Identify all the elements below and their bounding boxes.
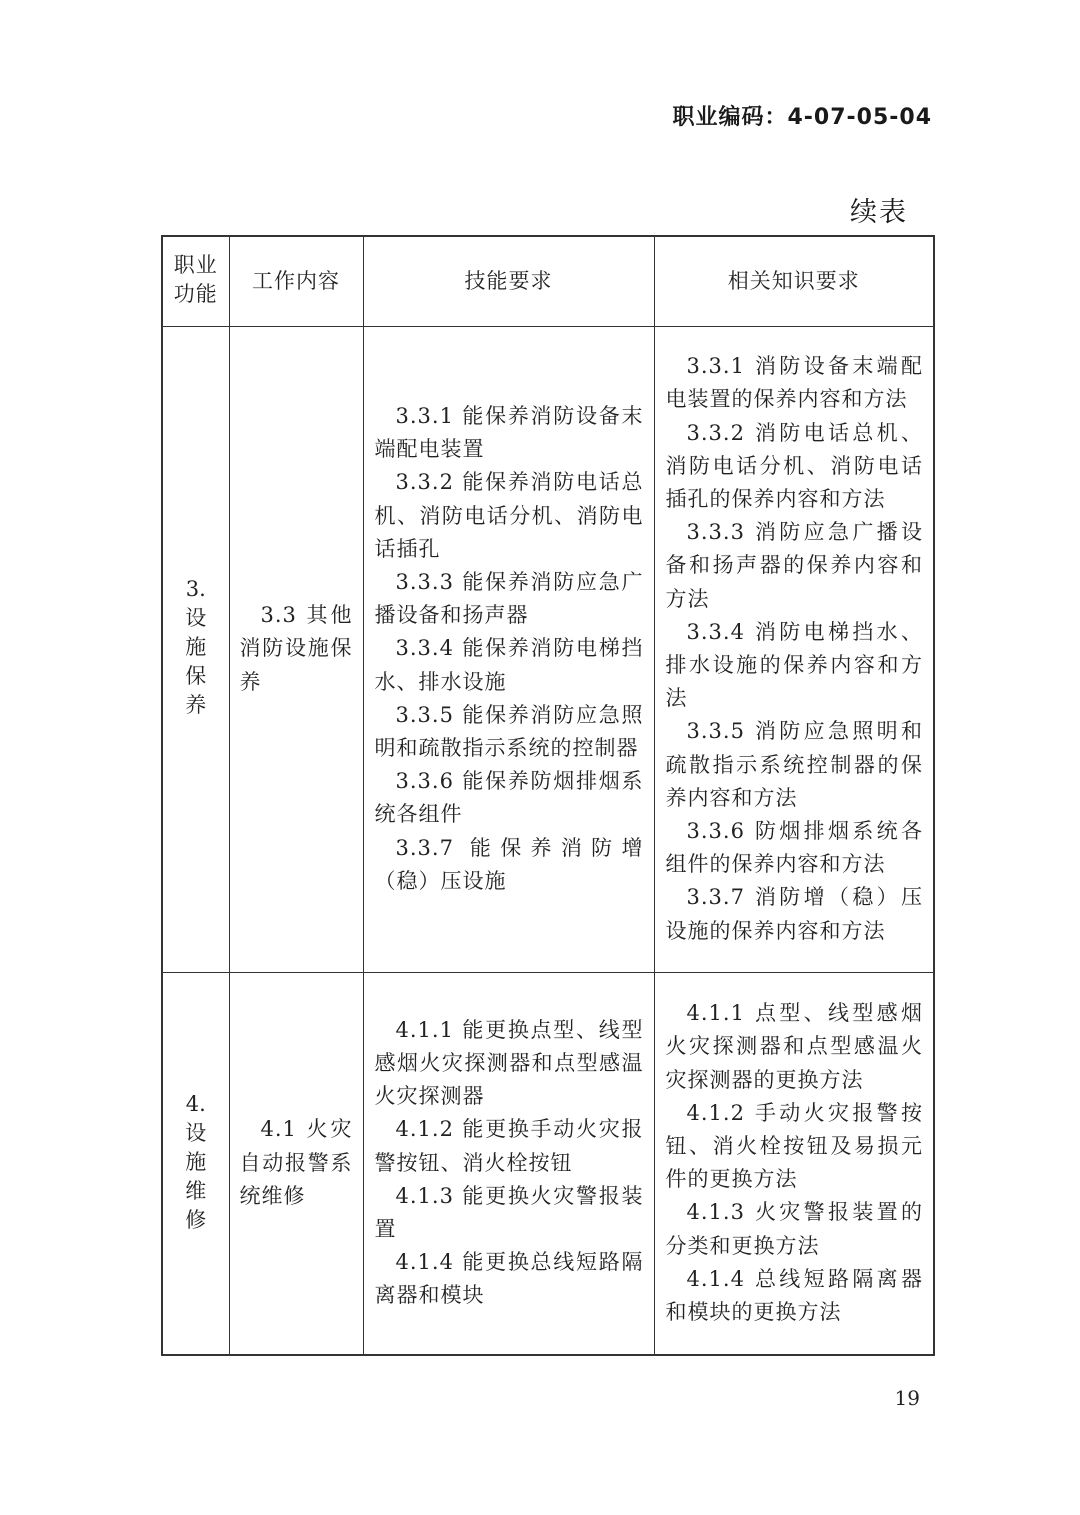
work-content-cell xyxy=(229,972,363,1355)
work-content-cell xyxy=(229,326,363,972)
work-content-text: 4.1 火灾自动报警系统维修 xyxy=(239,1117,353,1208)
skill-item: 4.1.4 能更换总线短路隔离器和模块 xyxy=(374,1250,644,1308)
header-skill-requirements: 技能要求 xyxy=(363,236,654,326)
knowledge-item: 3.3.7 消防增（稳）压设施的保养内容和方法 xyxy=(665,885,923,943)
skill-item: 3.3.1 能保养消防设备末端配电装置 xyxy=(374,403,644,462)
knowledge-item: 4.1.4 总线短路隔离器和模块的更换方法 xyxy=(665,1266,923,1325)
knowledge-item: 3.3.3 消防应急广播设备和扬声器的保养内容和方法 xyxy=(665,520,923,611)
knowledge-item: 4.1.3 火灾警报装置的分类和更换方法 xyxy=(665,1200,923,1258)
knowledge-item: 3.3.4 消防电梯挡水、排水设施的保养内容和方法 xyxy=(665,619,923,711)
knowledge-list xyxy=(654,972,934,1355)
knowledge-item: 3.3.6 防烟排烟系统各组件的保养内容和方法 xyxy=(665,819,923,877)
knowledge-item: 3.3.2 消防电话总机、消防电话分机、消防电话插孔的保养内容和方法 xyxy=(665,420,923,511)
skill-item: 3.3.2 能保养消防电话总机、消防电话分机、消防电话插孔 xyxy=(374,470,644,561)
skill-item: 3.3.4 能保养消防电梯挡水、排水设施 xyxy=(374,636,644,694)
skill-list xyxy=(363,972,654,1355)
skill-list xyxy=(363,326,654,972)
table-row xyxy=(162,972,934,1355)
skill-item: 3.3.3 能保养消防应急广播设备和扬声器 xyxy=(374,569,644,628)
page-number: 19 xyxy=(894,1386,920,1410)
occupation-standard-table xyxy=(161,235,935,1356)
knowledge-item: 3.3.5 消防应急照明和疏散指示系统控制器的保养内容和方法 xyxy=(665,719,923,810)
skill-item: 4.1.3 能更换火灾警报装置 xyxy=(374,1183,644,1242)
header-function: 职业功能 xyxy=(162,236,229,326)
function-label: 4.设施维修 xyxy=(185,1091,207,1232)
table-header-row xyxy=(162,236,934,326)
knowledge-item: 3.3.1 消防设备末端配电装置的保养内容和方法 xyxy=(665,354,923,412)
knowledge-list xyxy=(654,326,934,972)
header-work-content: 工作内容 xyxy=(229,236,363,326)
skill-item: 4.1.2 能更换手动火灾报警按钮、消火栓按钮 xyxy=(374,1117,644,1175)
skill-item: 3.3.5 能保养消防应急照明和疏散指示系统的控制器 xyxy=(374,702,644,760)
skill-item: 3.3.6 能保养防烟排烟系统各组件 xyxy=(374,769,644,827)
function-cell xyxy=(162,972,229,1355)
skill-item: 4.1.1 能更换点型、线型感烟火灾探测器和点型感温火灾探测器 xyxy=(374,1017,644,1109)
skill-item: 3.3.7 能保养消防增（稳）压设施 xyxy=(374,835,644,893)
function-label: 3.设施保养 xyxy=(185,577,207,718)
occupation-code: 职业编码：4-07-05-04 xyxy=(672,105,932,130)
work-content-text: 3.3 其他消防设施保养 xyxy=(239,603,353,694)
header-knowledge-requirements: 相关知识要求 xyxy=(654,236,934,326)
table-row xyxy=(162,326,934,972)
knowledge-item: 4.1.2 手动火灾报警按钮、消火栓按钮及易损元件的更换方法 xyxy=(665,1100,923,1192)
function-cell xyxy=(162,326,229,972)
continued-label: 续表 xyxy=(850,197,908,228)
knowledge-item: 4.1.1 点型、线型感烟火灾探测器和点型感温火灾探测器的更换方法 xyxy=(665,1001,923,1092)
